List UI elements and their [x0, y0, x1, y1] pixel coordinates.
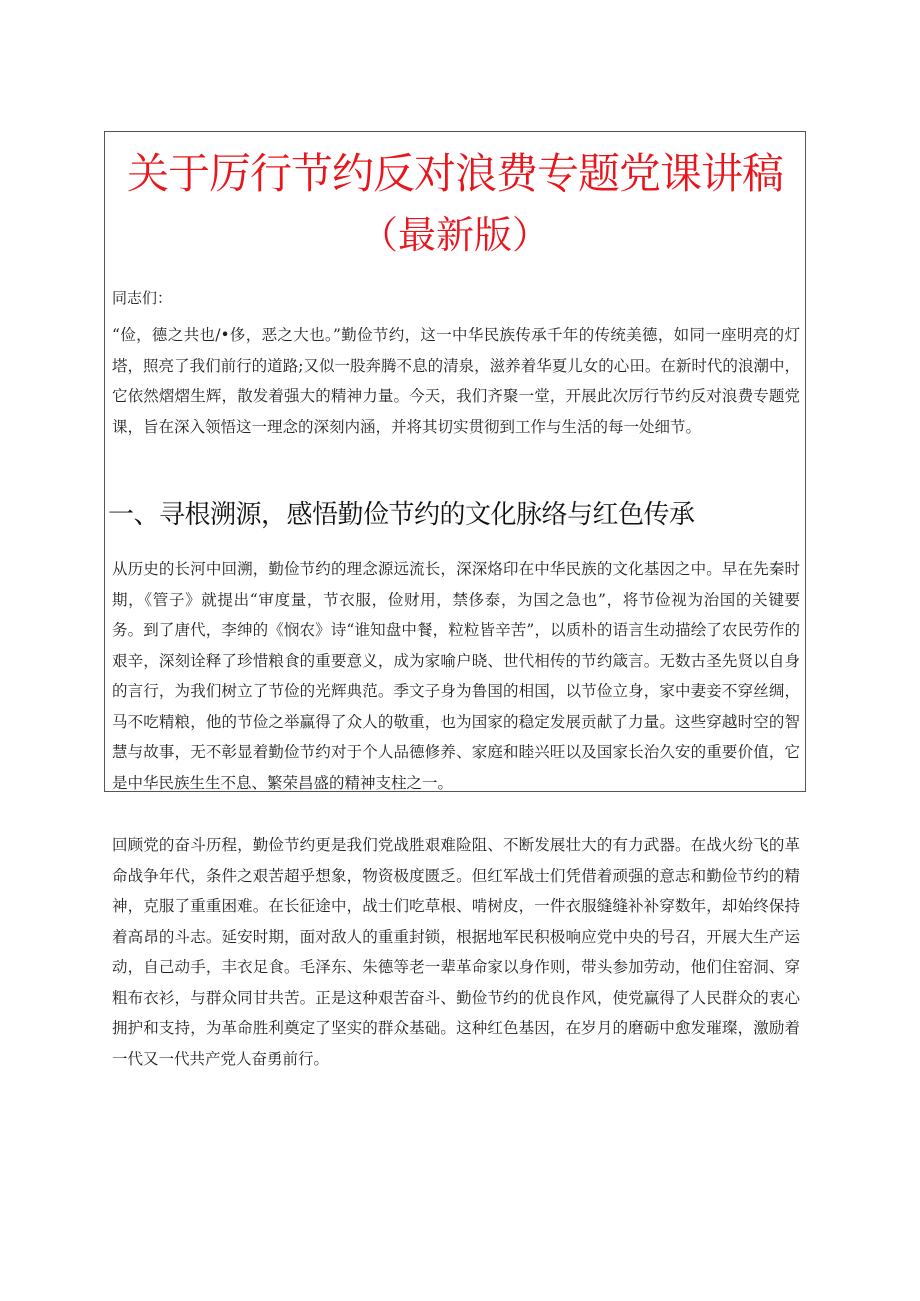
greeting: 同志们：	[112, 289, 173, 307]
section-heading-1: 一、寻根溯源，感悟勤俭节约的文化脉络与红色传承	[108, 500, 695, 530]
history-paragraph: 从历史的长河中回溯，勤俭节约的理念源远流长，深深烙印在中华民族的文化基因之中。早在先秦时期，《管子》就提出“审度量，节衣服，俭财用，禁侈泰，为国之急也”，将节俭视为治国的关键要务。到了唐代，李绅的《悯农》诗“谁知盘中餐，粒粒皆辛苦”，以质朴的语言生动描绘了农民劳作的艰辛，深刻诠释了珍惜粮食的重要意义，成为家喻户晓、世代相传的节约箴言。无数古圣先贤以自身的言行，为我们树立了节俭的光辉典范。季文子身为鲁国的相国，以节俭立身，家中妻妾不穿丝绸，马不吃精粮，他的节俭之举赢得了众人的敬重，也为国家的稳定发展贡献了力量。这些穿越时空的智慧与故事，无不彰显着勤俭节约对于个人品德修养、家庭和睦兴旺以及国家长治久安的重要价值，它是中华民族生生不息、繁荣昌盛的精神支柱之一。	[112, 560, 800, 792]
intro-paragraph: “俭，德之共也/•侈，恶之大也。”勤俭节约，这一中华民族传承千年的传统美德，如同一座明亮的灯塔，照亮了我们前行的道路;又似一股奔腾不息的清泉，滋养着华夏儿女的心田。在新时代的浪潮中，它依然熠熠生辉，散发着强大的精神力量。今天，我们齐聚一堂，开展此次厉行节约反对浪费专题党课，旨在深入领悟这一理念的深刻内涵，并将其切实贯彻到工作与生活的每一处细节。	[112, 326, 800, 436]
document-frame	[104, 131, 806, 1068]
document-subtitle: （最新版）	[359, 213, 550, 257]
document-title: 关于厉行节约反对浪费专题党课讲稿	[126, 149, 783, 198]
party-history-paragraph: 回顾党的奋斗历程，勤俭节约更是我们党战胜艰难险阻、不断发展壮大的有力武器。在战火纷飞的革命战争年代，条件之艰苦超乎想象，物资极度匮乏。但红军战士们凭借着顽强的意志和勤俭节约的精神，克服了重重困难。在长征途中，战士们吃草根、啃树皮，一件衣服缝缝补补穿数年，却始终保持着高昂的斗志。延安时期，面对敌人的重重封锁，根据地军民积极响应党中央的号召，开展大生产运动，自己动手，丰衣足食。毛泽东、朱德等老一辈革命家以身作则，带头参加劳动，他们住窑洞、穿粗布衣衫，与群众同甘共苦。正是这种艰苦奋斗、勤俭节约的优良作风，使党赢得了人民群众的衷心拥护和支持，为革命胜利奠定了坚实的群众基础。这种红色基因，在岁月的磨砺中愈发璀璨，激励着一代又一代共产党人奋勇前行。	[112, 836, 800, 1068]
